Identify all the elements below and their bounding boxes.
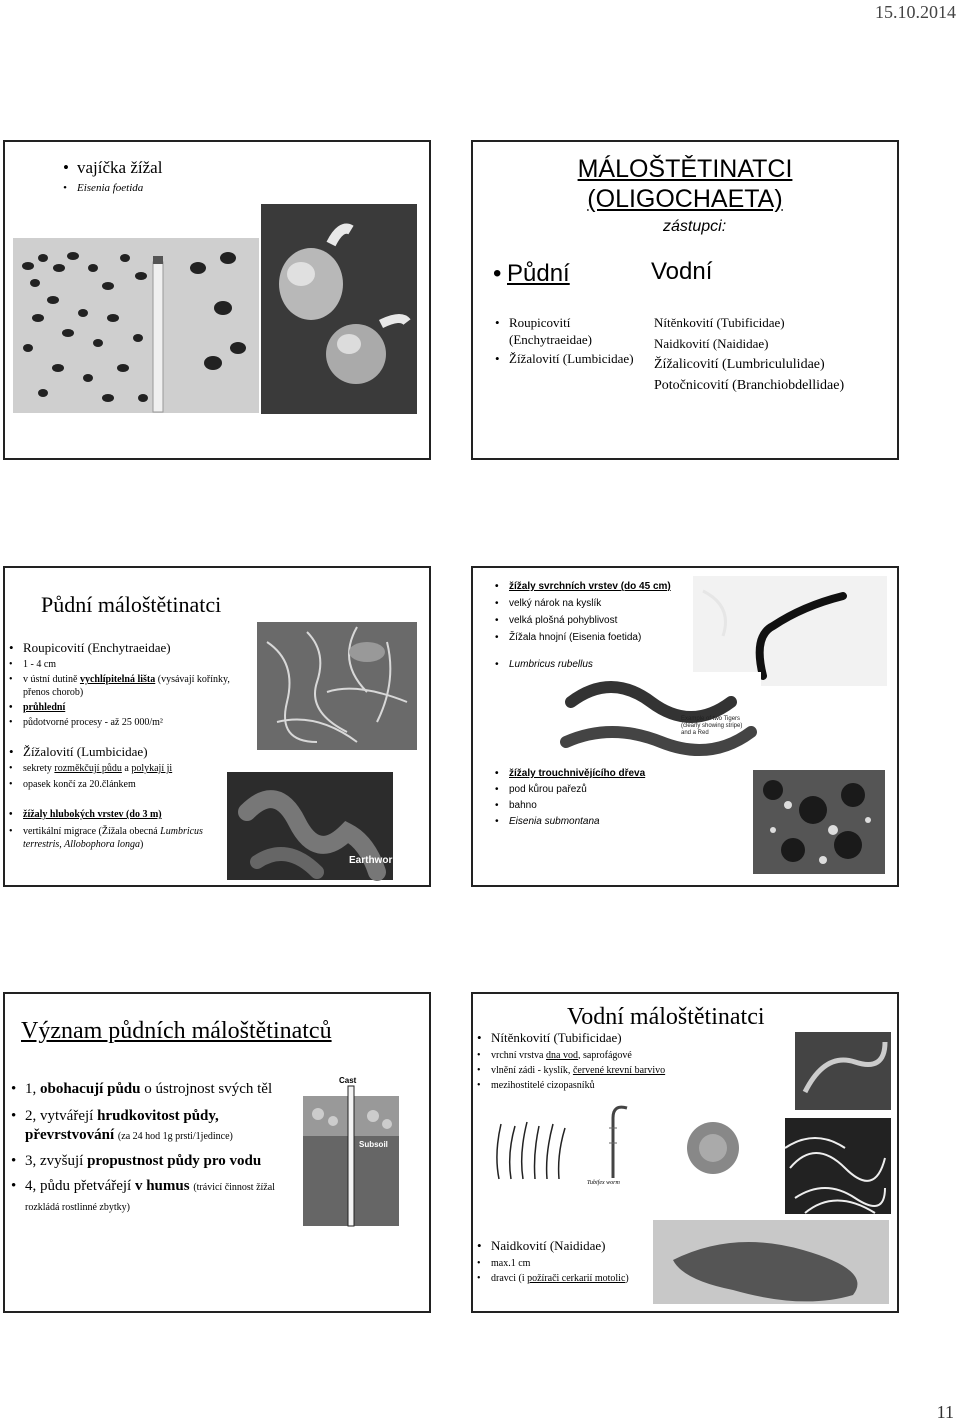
slide2-right-item-2: Žížalicovití (Lumbricululidae) [654, 357, 825, 372]
slide4-top-item-3: • Žížala hnojní (Eisenia foetida) [509, 629, 671, 646]
earthworm-caption: Earthworm [349, 855, 402, 866]
tubifex-drawing [583, 1098, 643, 1184]
slide6-g1-item-2: • mezihostitelé cizopasníků [491, 1078, 691, 1093]
slide-earthworm-types [471, 566, 899, 887]
slide4-bottom-item-3: • Eisenia submontana [509, 814, 645, 830]
slide2-title-line1: MÁLOŠTĚTINATCI [577, 155, 793, 183]
slide3-g1-item-2: • průhlední [23, 701, 243, 714]
slide-importance [3, 992, 431, 1313]
tiger-worms-caption: Example of two Tigers (clearly showing stripe) and a Red [681, 716, 743, 736]
slide1-item2: • Eisenia foetida [77, 180, 162, 196]
slide4-top-item-0: • žížaly svrchních vrstev (do 45 cm) [509, 578, 671, 595]
slide2-subtitle: zástupci: [663, 218, 727, 235]
slide6-group1: • Nítěnkovití (Tubificidae) [491, 1030, 622, 1046]
slide4-top-item-2: • velká plošná pohyblivost [509, 612, 671, 629]
slide2-right-heading: Vodní [651, 258, 713, 285]
slide-water-oligochaetes [471, 992, 899, 1313]
slide2-left-item-1: • Žížalovití (Lumbicidae) [509, 350, 634, 367]
lumbricus-photo-top [693, 576, 887, 686]
eggs-photo-right [261, 204, 417, 414]
tubifex-mass [785, 1118, 891, 1214]
slide3-g1-item-0: • 1 - 4 cm [23, 658, 243, 671]
slide2-title [473, 154, 897, 214]
slide2-left-heading: • Půdní [507, 260, 570, 288]
slide5-item-4-note: (trávicí činnost žížal rozkládá rostlinné zbytky) [25, 1182, 275, 1213]
slide5-item-2: • 2, vytvářejí hrudkovitost půdy, převrstvování (za 24 hod 1g prsti/1jedince) [25, 1107, 283, 1146]
slide6-g2-item-1: • dravci (i požírači cerkarií motolic) [491, 1271, 629, 1286]
slide5-item-2-note: (za 24 hod 1g prsti/1jedince) [117, 1131, 233, 1142]
earthworm-photo [227, 772, 402, 880]
slide6-g2-item-0: • max.1 cm [491, 1256, 629, 1271]
tubifex-caption: Tubifex worm [587, 1180, 620, 1186]
diagram-label-top: Cast [339, 1076, 357, 1085]
slide4-bottom-item-2: • bahno [509, 798, 645, 814]
tubifex-cluster [673, 1106, 753, 1186]
slide6-g1-item-0: • vrchní vrstva dna vod, saprofágové [491, 1048, 691, 1063]
slide3-group1: • Roupicovití (Enchytraeidae) [23, 640, 171, 656]
slide3-title: Půdní máloštětinatci [41, 592, 222, 617]
slide5-item-4: • 4, půdu přetvářejí v humus (trávicí činnost žížal rozkládá rostlinné zbytky) [25, 1177, 283, 1217]
slide4-top-item-1: • velký nárok na kyslík [509, 595, 671, 612]
page-number: 11 [936, 1402, 954, 1422]
tiger-worms-photo [561, 672, 761, 752]
slide3-g2-item-0: • sekrety rozměkčují půdu a polykají ji [23, 762, 223, 776]
slide2-left-item-0: • Roupicovití (Enchytraeidae) [509, 314, 634, 348]
slide3-g1-item-1: • v ústní dutině vychlípitelná lišta (vysávají kořínky, přenos chorob) [23, 673, 243, 699]
slide4-bottom-item-1: • pod kůrou pařezů [509, 782, 645, 798]
slide2-title-line2: (OLIGOCHAETA) [587, 185, 783, 213]
slide1-item1: • vajíčka žížal [77, 158, 162, 178]
slide2-right-item-1: Naidkovití (Naididae) [654, 336, 769, 351]
wood-worms-photo [753, 770, 885, 874]
slide3-g2-item-1: • opasek končí za 20.článkem [23, 778, 223, 792]
tubifex-sketch [489, 1114, 579, 1184]
slide-soil-oligochaetes [3, 566, 431, 887]
eggs-photo-left [13, 238, 259, 413]
slide2-right-item-3: Potočnicovití (Branchiobdellidae) [654, 378, 845, 393]
page-date: 15.10.2014 [875, 2, 956, 22]
diagram-label-bottom: Subsoil [359, 1140, 388, 1149]
enchytraeidae-photo [257, 622, 417, 750]
slide-overview [471, 140, 899, 460]
slide3-g1-item-3: • půdotvorné procesy - až 25 000/m² [23, 716, 243, 729]
slide5-title: Význam půdních máloštětinatců [21, 1018, 332, 1044]
slide6-title: Vodní máloštětinatci [567, 1004, 765, 1030]
slide4-bottom-item-0: • žížaly trouchnivějícího dřeva [509, 766, 645, 782]
slide6-group2: • Naidkovití (Naididae) [491, 1238, 605, 1254]
tubifex-photo-top [795, 1032, 891, 1110]
slide3-group2: • Žížalovití (Lumbicidae) [23, 744, 148, 760]
slide2-right-item-0: Nítěnkovití (Tubificidae) [654, 315, 785, 330]
slide-eggs [3, 140, 431, 460]
slide5-item-3: • 3, zvyšují propustnost půdy pro vodu [25, 1152, 283, 1171]
slide4-lumbricus: • Lumbricus rubellus [509, 656, 671, 673]
slide6-g1-item-1: • vlnění zádi - kyslík, červené krevní barvivo [491, 1063, 691, 1078]
slide3-g3-head: • žížaly hlubokých vrstev (do 3 m) [23, 808, 223, 821]
slide3-g3-item-0: • vertikální migrace (Žížala obecná Lumbricus terrestris, Allobophora longa) [23, 825, 223, 851]
slide5-item-1: • 1, obohacují půdu o ústrojnost svých těl [25, 1080, 283, 1099]
naididae-photo [653, 1220, 889, 1304]
soil-profile-diagram [303, 1076, 399, 1226]
